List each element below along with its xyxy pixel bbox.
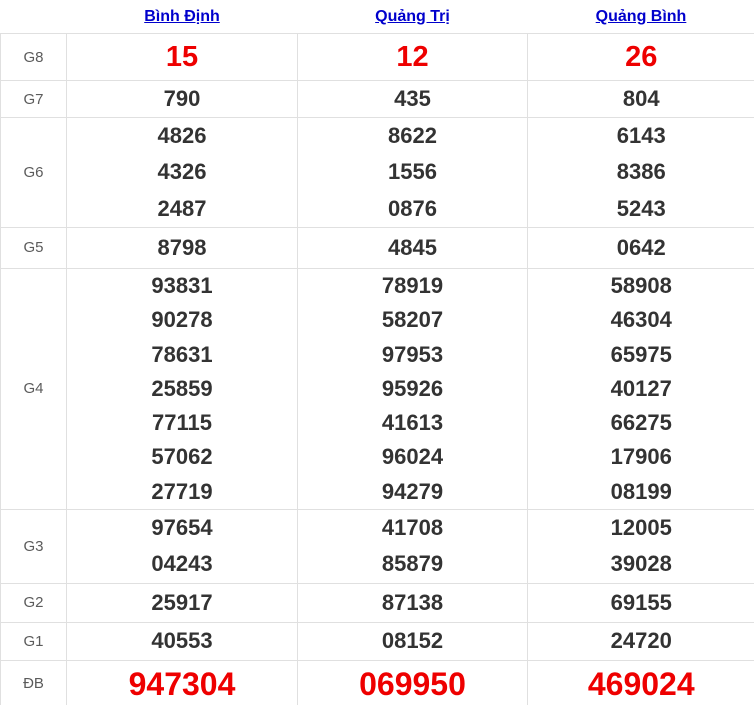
prize-row: [1, 34, 754, 81]
prize-value: 85879: [381, 551, 444, 577]
prize-cell: [528, 622, 754, 660]
prize-value: 435: [394, 86, 431, 111]
prize-value: 12: [396, 41, 429, 73]
province-link-binh-dinh[interactable]: Bình Định: [144, 7, 220, 25]
prize-value: 5243: [616, 195, 666, 221]
prize-label: G5: [1, 227, 67, 268]
prize-value: 41613: [381, 410, 444, 436]
prize-value: 804: [622, 86, 660, 111]
prize-row: [1, 622, 754, 660]
prize-value: 87138: [381, 589, 444, 615]
prize-value: 58908: [610, 272, 672, 298]
prize-value: 94279: [381, 478, 444, 504]
prize-value: 25917: [151, 589, 213, 615]
prize-cell: [528, 583, 754, 622]
prize-label: G8: [1, 34, 67, 81]
prize-value: 40553: [151, 628, 213, 654]
prize-cell: [528, 268, 754, 509]
prize-value: 4845: [388, 234, 437, 260]
prize-cell: [298, 660, 528, 705]
prize-cell: [298, 622, 528, 660]
prize-value: 39028: [610, 551, 672, 577]
prize-value: 4326: [157, 159, 207, 185]
column-header-2: [298, 0, 528, 34]
prize-value: 97953: [381, 341, 444, 367]
prize-value: 25859: [151, 375, 213, 401]
prize-value: 97654: [151, 514, 213, 540]
prize-value: 93831: [151, 272, 213, 298]
prize-value: 69155: [610, 589, 672, 615]
prize-cell: [298, 227, 528, 268]
prize-cell: [528, 118, 754, 228]
prize-cell: [67, 34, 298, 81]
prize-value: 2487: [157, 195, 207, 221]
prize-cell: [298, 81, 528, 118]
prize-value: 6143: [616, 123, 666, 148]
prize-cell: [298, 34, 528, 81]
table-body: [1, 34, 754, 705]
prize-cell: [67, 268, 298, 509]
prize-row: [1, 583, 754, 622]
prize-label: G2: [1, 583, 67, 622]
prize-value: 469024: [587, 665, 695, 702]
prize-cell: [67, 622, 298, 660]
prize-cell: [67, 583, 298, 622]
prize-value: 57062: [151, 444, 213, 470]
prize-value: 40127: [610, 375, 672, 401]
prize-label: G4: [1, 268, 67, 509]
prize-value: 96024: [381, 444, 444, 470]
prize-value: 069950: [359, 665, 466, 702]
column-header-3: [528, 0, 754, 34]
prize-value: 0876: [388, 195, 437, 221]
prize-row: [1, 81, 754, 118]
prize-value: 27719: [151, 478, 213, 504]
prize-value: 08199: [610, 478, 672, 504]
prize-cell: [298, 118, 528, 228]
prize-row: [1, 268, 754, 509]
prize-value: 66275: [610, 410, 672, 436]
prize-value: 65975: [610, 341, 672, 367]
prize-value: 46304: [610, 307, 672, 333]
prize-cell: [67, 227, 298, 268]
prize-cell: [528, 509, 754, 583]
prize-value: 15: [165, 41, 199, 73]
prize-value: 04243: [151, 551, 213, 577]
prize-label: G6: [1, 118, 67, 228]
prize-value: 41708: [381, 514, 444, 540]
corner-cell: [1, 0, 67, 34]
prize-value: 95926: [381, 375, 444, 401]
prize-cell: [528, 34, 754, 81]
prize-cell: [528, 81, 754, 118]
prize-value: 8622: [388, 123, 437, 148]
prize-cell: [528, 227, 754, 268]
prize-value: 58207: [381, 307, 444, 333]
prize-value: 26: [625, 41, 658, 73]
prize-cell: [67, 81, 298, 118]
prize-label: G3: [1, 509, 67, 583]
prize-value: 24720: [610, 628, 672, 654]
prize-cell: [67, 660, 298, 705]
prize-value: 78919: [381, 272, 444, 298]
prize-row: [1, 509, 754, 583]
prize-label: G7: [1, 81, 67, 118]
prize-row: [1, 118, 754, 228]
prize-cell: [298, 583, 528, 622]
prize-cell: [67, 509, 298, 583]
prize-value: 1556: [388, 159, 437, 185]
prize-label: ĐB: [1, 660, 67, 705]
province-link-quang-binh[interactable]: Quảng Bình: [595, 7, 687, 25]
prize-value: 4826: [157, 123, 207, 148]
prize-value: 17906: [610, 444, 672, 470]
prize-label: G1: [1, 622, 67, 660]
header-row: [1, 0, 754, 34]
prize-value: 790: [163, 86, 201, 111]
column-header-1: [67, 0, 298, 34]
prize-value: 0642: [616, 234, 666, 260]
province-link-quang-tri[interactable]: Quảng Trị: [375, 7, 450, 25]
prize-value: 947304: [128, 665, 236, 702]
table-header: [1, 0, 754, 34]
prize-row: [1, 660, 754, 705]
prize-value: 8798: [157, 234, 207, 260]
prize-value: 77115: [152, 410, 212, 436]
prize-value: 12005: [610, 514, 672, 540]
prize-value: 08152: [381, 628, 444, 654]
prize-cell: [67, 118, 298, 228]
prize-value: 78631: [151, 341, 213, 367]
prize-cell: [298, 268, 528, 509]
prize-row: [1, 227, 754, 268]
prize-value: 8386: [616, 159, 666, 185]
prize-value: 90278: [151, 307, 213, 333]
prize-cell: [528, 660, 754, 705]
prize-cell: [298, 509, 528, 583]
